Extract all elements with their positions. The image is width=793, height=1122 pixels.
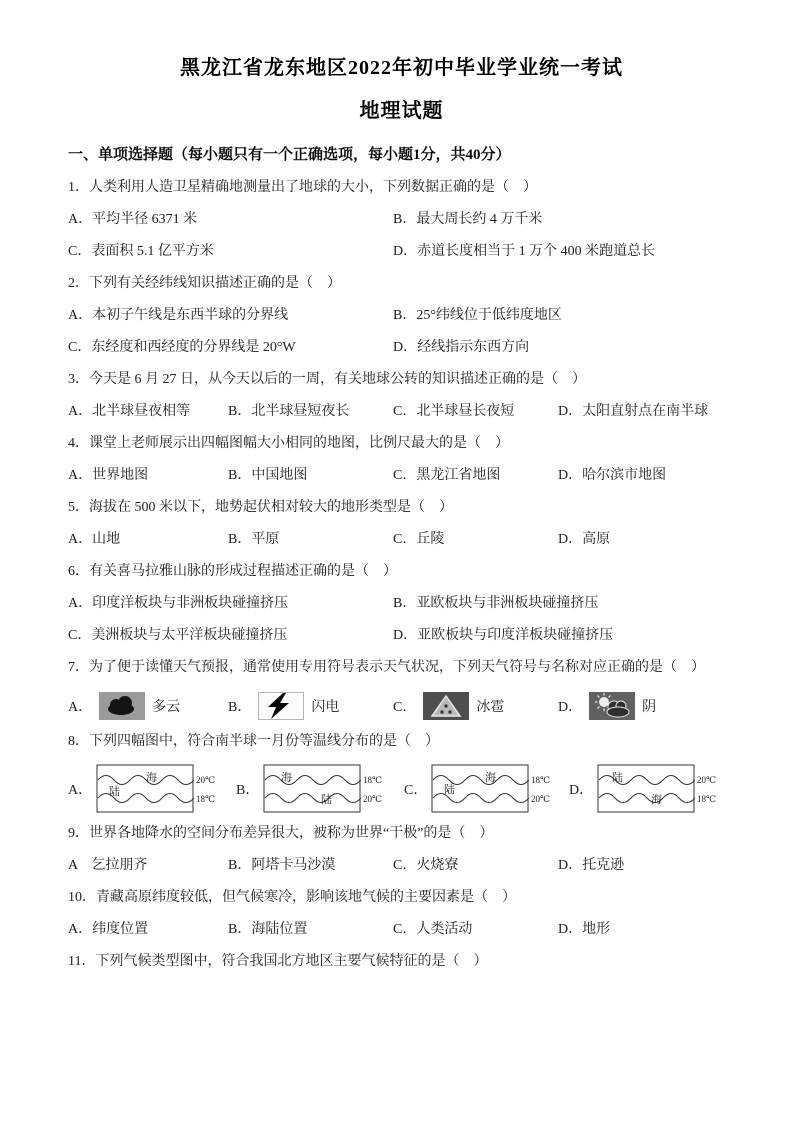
options-row <box>68 460 735 492</box>
option-B <box>228 692 393 720</box>
question-11 <box>68 946 735 978</box>
question-stem: 4．课堂上老师展示出四幅图幅大小相同的地图，比例尺最大的是（ ） <box>68 436 509 451</box>
option-letter: C． <box>404 783 428 798</box>
land-sea-label: 海 <box>146 772 158 784</box>
option-B: B．阿塔卡马沙漠 <box>228 858 336 873</box>
section-header: 一、单项选择题（每小题只有一个正确选项，每小题1分，共40分） <box>68 147 511 163</box>
question-3 <box>68 364 735 428</box>
question-7 <box>68 652 735 726</box>
isotherm-temp-label: 20℃ <box>531 794 551 804</box>
page-subtitle: 地理试题 <box>359 100 444 122</box>
question-stem: 2．下列有关经纬线知识描述正确的是（ ） <box>68 276 341 291</box>
options-row <box>68 588 735 652</box>
option-D: D．经线指示东西方向 <box>393 340 530 355</box>
lightning-icon <box>258 692 304 720</box>
option-D: D．高原 <box>558 532 611 547</box>
option-B: B．25°纬线位于低纬度地区 <box>393 308 562 323</box>
question-4 <box>68 428 735 492</box>
option-B: B．平原 <box>228 532 280 547</box>
option-B: B．中国地图 <box>228 468 308 483</box>
isotherm-diagram <box>597 764 723 814</box>
option-D: D．哈尔滨市地图 <box>558 468 667 483</box>
land-sea-label: 陆 <box>321 794 333 806</box>
question-5 <box>68 492 735 556</box>
isotherm-diagram <box>431 764 557 814</box>
option-D: D．赤道长度相当于 1 万个 400 米跑道总长 <box>393 244 656 259</box>
option-letter: D． <box>569 783 594 798</box>
question-stem: 9．世界各地降水的空间分布差异很大，被称为世界“干极”的是（ ） <box>68 826 494 841</box>
option-B: B．海陆位置 <box>228 922 308 937</box>
question-stem: 3．今天是 6 月 27 日，从今天以后的一周，有关地球公转的知识描述正确的是（ ） <box>68 372 586 387</box>
option-letter: B． <box>236 783 260 798</box>
question-stem: 1．人类利用人造卫星精确地测量出了地球的大小，下列数据正确的是（ ） <box>68 180 537 195</box>
option-C: C．火烧寮 <box>393 858 459 873</box>
question-stem: 8．下列四幅图中，符合南半球一月份等温线分布的是（ ） <box>68 734 439 749</box>
option-A <box>68 692 228 720</box>
option-C <box>404 764 569 814</box>
option-C: C．表面积 5.1 亿平方米 <box>68 244 214 259</box>
options-row <box>68 850 735 882</box>
question-stem: 11．下列气候类型图中，符合我国北方地区主要气候特征的是（ ） <box>68 954 488 969</box>
options-row <box>68 684 735 726</box>
land-sea-label: 陆 <box>109 786 121 798</box>
isotherm-temp-label: 18℃ <box>531 775 551 785</box>
option-C: C．美洲板块与太平洋板块碰撞挤压 <box>68 628 288 643</box>
options-row <box>68 396 735 428</box>
land-sea-label: 陆 <box>444 784 456 796</box>
land-sea-label: 陆 <box>612 772 624 784</box>
isotherm-diagram <box>96 764 222 814</box>
option-text: 多云 <box>152 700 181 715</box>
option-B <box>236 764 404 814</box>
isotherm-temp-label: 20℃ <box>363 794 383 804</box>
option-C: C．黑龙江省地图 <box>393 468 501 483</box>
question-stem: 6．有关喜马拉雅山脉的形成过程描述正确的是（ ） <box>68 564 397 579</box>
isotherm-temp-label: 20℃ <box>196 775 216 785</box>
question-2 <box>68 268 735 364</box>
isotherm-temp-label: 18℃ <box>363 775 383 785</box>
question-9 <box>68 818 735 882</box>
isotherm-temp-label: 20℃ <box>697 775 717 785</box>
options-row <box>68 914 735 946</box>
question-10 <box>68 882 735 946</box>
option-B: B．北半球昼短夜长 <box>228 404 350 419</box>
option-C: C．北半球昼长夜短 <box>393 404 515 419</box>
options-row <box>68 300 735 364</box>
option-A: A．山地 <box>68 532 121 547</box>
option-A: A．平均半径 6371 米 <box>68 212 198 227</box>
question-8 <box>68 726 735 818</box>
isotherm-temp-label: 18℃ <box>697 794 717 804</box>
option-D: D．太阳直射点在南半球 <box>558 404 709 419</box>
question-stem: 10．青藏高原纬度较低，但气候寒冷，影响该地气候的主要因素是（ ） <box>68 890 516 905</box>
question-stem: 7．为了便于读懂天气预报，通常使用专用符号表示天气状况，下列天气符号与名称对应正确的是（ ） <box>68 660 705 675</box>
option-A <box>68 764 236 814</box>
option-letter: C． <box>393 700 417 715</box>
option-C: C．丘陵 <box>393 532 445 547</box>
option-letter: B． <box>228 700 252 715</box>
isotherm-diagram <box>263 764 389 814</box>
land-sea-label: 海 <box>281 772 293 784</box>
option-D: D．亚欧板块与印度洋板块碰撞挤压 <box>393 628 614 643</box>
option-C: C．人类活动 <box>393 922 473 937</box>
page-title: 黑龙江省龙东地区2022年初中毕业学业统一考试 <box>180 57 623 79</box>
option-letter: D． <box>558 700 583 715</box>
cloudy-icon <box>99 692 145 720</box>
option-D: D．托克逊 <box>558 858 625 873</box>
option-A: A 乞拉朋齐 <box>68 858 148 873</box>
option-letter: A． <box>68 700 93 715</box>
option-text: 闪电 <box>311 700 340 715</box>
question-6 <box>68 556 735 652</box>
option-A: A．纬度位置 <box>68 922 149 937</box>
options-row <box>68 524 735 556</box>
option-A: A．世界地图 <box>68 468 149 483</box>
option-B: B．亚欧板块与非洲板块碰撞挤压 <box>393 596 599 611</box>
option-B: B．最大周长约 4 万千米 <box>393 212 543 227</box>
question-stem: 5．海拔在 500 米以下，地势起伏相对较大的地形类型是（ ） <box>68 500 453 515</box>
option-A: A．北半球昼夜相等 <box>68 404 191 419</box>
option-text: 冰雹 <box>476 700 505 715</box>
option-A: A．本初子午线是东西半球的分界线 <box>68 308 289 323</box>
option-D <box>569 764 735 814</box>
option-letter: A． <box>68 783 93 798</box>
questions-list <box>68 172 735 978</box>
overcast-icon <box>589 692 635 720</box>
land-sea-label: 海 <box>485 772 497 784</box>
option-A: A．印度洋板块与非洲板块碰撞挤压 <box>68 596 289 611</box>
option-C: C．东经度和西经度的分界线是 20°W <box>68 340 296 355</box>
hail-icon <box>423 692 469 720</box>
option-C <box>393 692 558 720</box>
question-1 <box>68 172 735 268</box>
option-D <box>558 692 735 720</box>
land-sea-label: 海 <box>651 794 663 806</box>
option-text: 阴 <box>642 700 657 715</box>
isotherm-temp-label: 18℃ <box>196 794 216 804</box>
options-row <box>68 204 735 268</box>
options-row <box>68 758 735 818</box>
option-D: D．地形 <box>558 922 611 937</box>
